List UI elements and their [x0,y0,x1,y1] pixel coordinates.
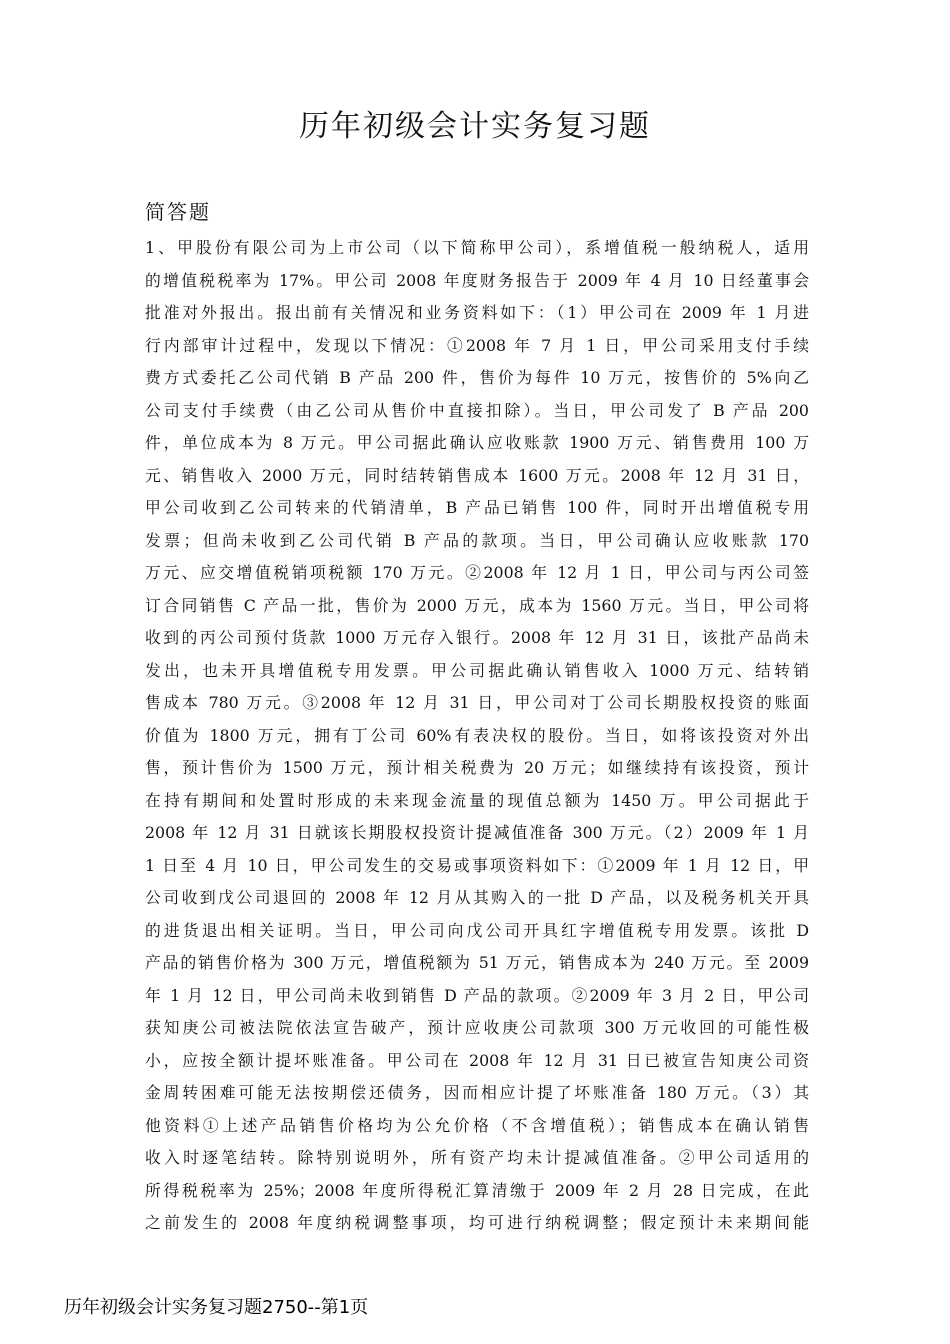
body-line: 订合同销售 C 产品一批，售价为 2000 万元，成本为 1560 万元。当日，甲公司将 [145,595,809,615]
page-title: 历年初级会计实务复习题 [299,109,651,144]
body-line: 价值为 1800 万元，拥有丁公司 60%有表决权的股份。当日，如将该投资对外出 [145,725,809,745]
body-line: 收到的丙公司预付货款 1000 万元存入银行。2008 年 12 月 31 日，该批产品尚未 [145,628,809,647]
body-line: 的增值税税率为 17%。甲公司 2008 年度财务报告于 2009 年 4 月 10 日经董事会 [145,270,809,290]
body-line: 公司收到戊公司退回的 2008 年 12 月从其购入的一批 D 产品，以及税务机关开具 [145,888,809,907]
body-line: 之前发生的 2008 年度纳税调整事项，均可进行纳税调整；假定预计未来期间能 [145,1213,809,1232]
body-line: 在持有期间和处置时形成的未来现金流量的现值总额为 1450 万。甲公司据此于 [145,790,809,810]
body-line: 甲公司收到乙公司转来的代销清单，B 产品已销售 100 件，同时开出增值税专用 [145,498,809,517]
body-line: 金周转困难可能无法按期偿还债务，因而相应计提了坏账准备 180 万元。（3）其 [145,1083,809,1102]
body-line: 1、甲股份有限公司为上市公司（以下简称甲公司），系增值税一般纳税人，适用 [145,238,809,257]
body-line: 所得税税率为 25%；2008 年度所得税汇算清缴于 2009 年 2 月 28 日完成，在此 [145,1180,809,1200]
page-footer: 历年初级会计实务复习题2750--第1页 [64,1297,369,1318]
body-line: 发票；但尚未收到乙公司代销 B 产品的款项。当日，甲公司确认应收账款 170 [145,530,809,550]
body-line: 元、销售收入 2000 万元，同时结转销售成本 1600 万元。2008 年 12 月 31 日， [145,465,809,485]
body-line: 年 1 月 12 日，甲公司尚未收到销售 D 产品的款项。②2009 年 3 月 2 日，甲公司 [145,985,809,1005]
body-line: 收入时逐笔结转。除特别说明外，所有资产均未计提减值准备。②甲公司适用的 [145,1148,809,1167]
body-line: 发出，也未开具增值税专用发票。甲公司据此确认销售收入 1000 万元、结转销 [145,660,809,680]
body-line: 费方式委托乙公司代销 B 产品 200 件，售价为每件 10 万元，按售价的 5%向乙 [145,368,809,387]
body-line: 公司支付手续费（由乙公司从售价中直接扣除）。当日，甲公司发了 B 产品 200 [145,400,809,420]
body-line: 小，应按全额计提坏账准备。甲公司在 2008 年 12 月 31 日已被宣告知庚公司资 [145,1050,809,1070]
body-text [145,232,809,1240]
body-line: 件，单位成本为 8 万元。甲公司据此确认应收账款 1900 万元、销售费用 100 万 [145,433,809,452]
section-heading: 简答题 [145,200,211,224]
body-line: 产品的销售价格为 300 万元，增值税额为 51 万元，销售成本为 240 万元。至 2009 [145,953,809,972]
body-line: 2008 年 12 月 31 日就该长期股权投资计提减值准备 300 万元。（2）2009 年 1 月 [145,823,809,842]
body-line: 1 日至 4 月 10 日，甲公司发生的交易或事项资料如下：①2009 年 1 月 12 日，甲 [145,855,809,875]
body-line: 售成本 780 万元。③2008 年 12 月 31 日，甲公司对丁公司长期股权投资的账面 [145,693,809,712]
body-line: 行内部审计过程中，发现以下情况：①2008 年 7 月 1 日，甲公司采用支付手续 [145,335,809,355]
body-line: 批准对外报出。报出前有关情况和业务资料如下：（1）甲公司在 2009 年 1 月进 [145,303,809,322]
body-line: 获知庚公司被法院依法宣告破产，预计应收庚公司款项 300 万元收回的可能性极 [145,1018,809,1037]
body-line: 万元、应交增值税销项税额 170 万元。②2008 年 12 月 1 日，甲公司与丙公司签 [145,563,809,582]
body-line: 的进货退出相关证明。当日，甲公司向戊公司开具红字增值税专用发票。该批 D [145,920,809,940]
body-line: 售，预计售价为 1500 万元，预计相关税费为 20 万元；如继续持有该投资，预计 [145,758,809,777]
body-line: 他资料①上述产品销售价格均为公允价格（不含增值税）；销售成本在确认销售 [145,1115,809,1135]
